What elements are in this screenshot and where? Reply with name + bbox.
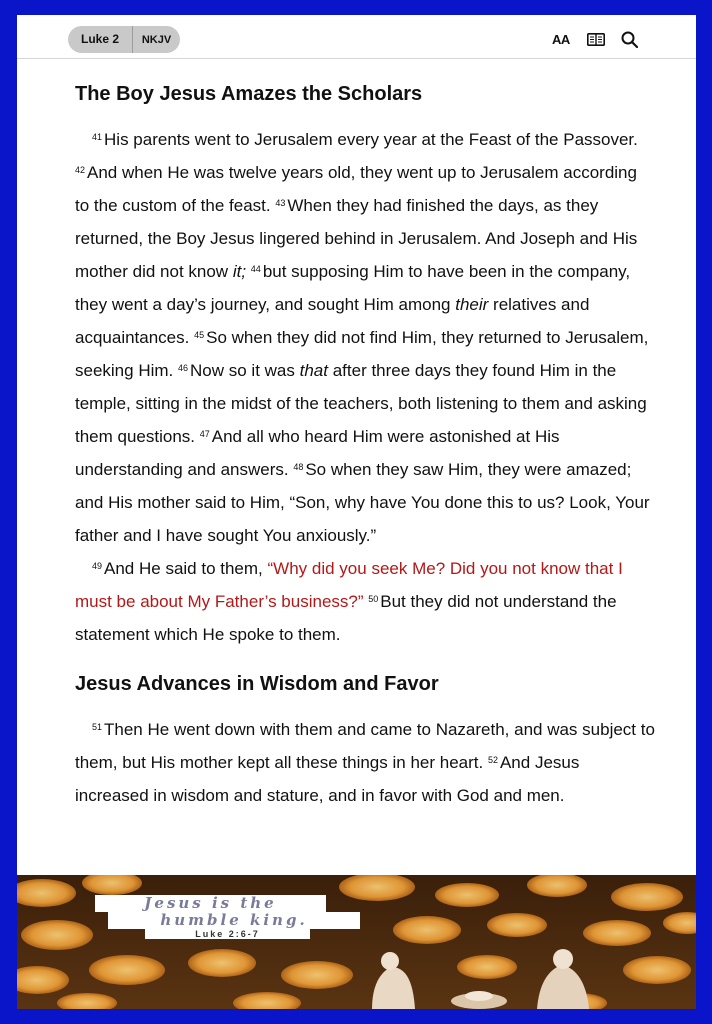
verse-text: And when He was twelve years old, they went up to Jerusalem according to the custom of the feast.	[75, 163, 637, 215]
verse-number: 44	[250, 264, 261, 274]
verse-text: So when they did not find Him, they returned to Jerusalem, seeking Him.	[75, 328, 649, 380]
passage-selector[interactable]	[68, 26, 180, 53]
verse-number: 47	[199, 429, 210, 439]
reader-window	[17, 15, 696, 1009]
verse-number: 49	[92, 561, 103, 571]
version-button[interactable]: NKJV	[141, 33, 172, 46]
paragraph	[75, 713, 655, 812]
paragraph	[75, 552, 655, 651]
font-size-label: AA	[552, 32, 570, 47]
italic-word: that	[299, 361, 328, 380]
verse-text: Then He went down with them and came to Nazareth, and was subject to them, but His mother kept all these things in her heart.	[75, 720, 655, 772]
paragraph	[75, 123, 655, 552]
verse-number: 45	[194, 330, 205, 340]
italic-word: their	[455, 295, 489, 314]
verse-text: relatives and acquaintances.	[75, 295, 590, 347]
verse-text: but supposing Him to have been in the company, they went a day’s journey, and sought Him among	[75, 262, 631, 314]
verse-text: And Jesus increased in wisdom and stature, and in favor with God and men.	[75, 753, 580, 805]
font-size-icon[interactable]	[552, 32, 570, 47]
verse-text: So when they saw Him, they were amazed; and His mother said to Him, “Son, why have You done this to us? Look, Your father and I have sought You anxiously.”	[75, 460, 650, 545]
verse-number: 43	[275, 198, 286, 208]
banner-title-line-2: humble king.	[108, 912, 360, 929]
reader-view-icon[interactable]	[587, 33, 605, 46]
section-heading: The Boy Jesus Amazes the Scholars	[75, 83, 423, 105]
verse-number: 41	[92, 132, 103, 142]
words-of-christ: “Why did you seek Me? Did you not know that I must be about My Father’s business?”	[75, 559, 623, 611]
search-icon[interactable]	[621, 31, 638, 48]
verse-number: 51	[92, 722, 103, 732]
book-chapter-button[interactable]: Luke 2	[68, 26, 133, 53]
verse-text: But they did not understand the statement which He spoke to them.	[75, 592, 617, 644]
banner-reference: Luke 2:6-7	[145, 929, 310, 939]
verse-text: after three days they found Him in the temple, sitting in the midst of the teachers, both listening to them and asking them questions.	[75, 361, 647, 446]
verse-number: 42	[75, 165, 86, 175]
verse-text: His parents went to Jerusalem every year at the Feast of the Passover.	[104, 130, 638, 149]
banner-title-line-1: Jesus is the	[95, 895, 326, 912]
verse-text: And He said to them,	[104, 559, 263, 578]
verse-number: 46	[178, 363, 189, 373]
verse-text: And all who heard Him were astonished at His understanding and answers.	[75, 427, 560, 479]
verse-number: 48	[293, 462, 304, 472]
verse-number: 52	[487, 755, 498, 765]
verse-text: When they had finished the days, as they returned, the Boy Jesus lingered behind in Jerusalem. And Joseph and His mother did not know	[75, 196, 638, 281]
verse-text: Now so it was	[190, 361, 295, 380]
verse-number: 50	[368, 594, 379, 604]
verse-banner-image	[17, 875, 696, 1009]
top-toolbar	[17, 15, 696, 59]
italic-word: it;	[232, 262, 247, 281]
chapter-text	[75, 79, 655, 812]
section-heading: Jesus Advances in Wisdom and Favor	[75, 673, 439, 695]
